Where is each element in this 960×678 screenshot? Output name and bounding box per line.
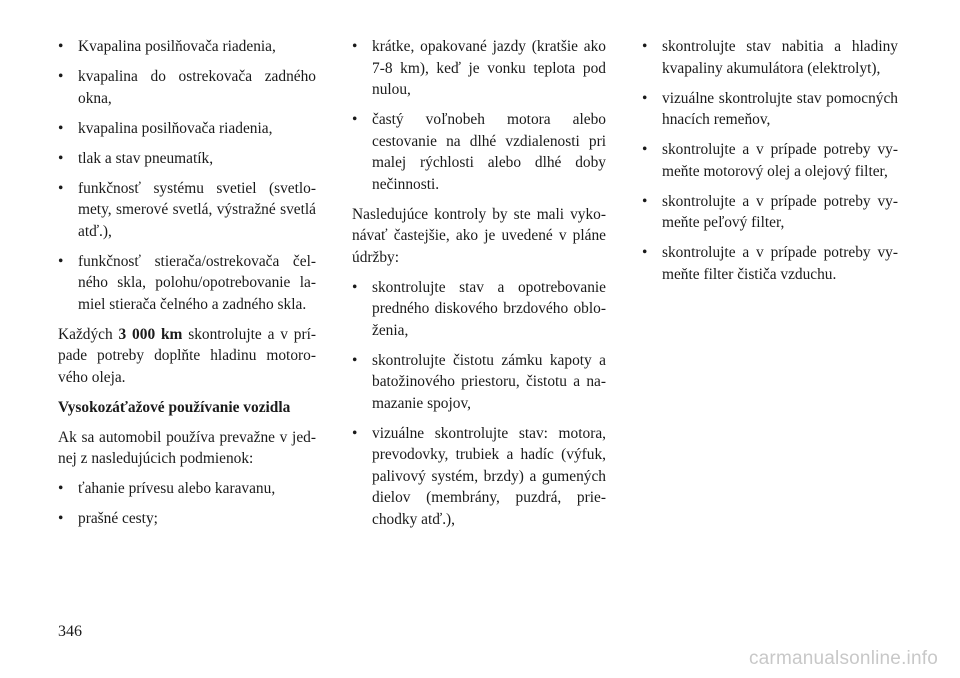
bullet-icon: • — [58, 179, 64, 197]
frequent-checks-intro: Nasledujúce kontroly by ste mali vykonávať častejšie, ako je uvedené v pláne údržby: — [352, 205, 606, 266]
list-item: • skontrolujte čistotu zámku kapoty a batožinového priestoru, čistotu a namazanie spojov, — [352, 351, 606, 412]
bullet-icon: • — [58, 68, 64, 85]
list-item: • tlak a stav pneumatík, — [58, 148, 316, 170]
frequent-checks-list — [352, 277, 606, 531]
list-item: • krátke, opakované jazdy (kratšie ako 7-8 km), keď je vonku teplota pod nulou, — [352, 38, 606, 98]
list-item: • vizuálne skontrolujte stav: motora, prevodovky, trubiek a hadíc (výfuk, palivový systém, brzdy) a gumených dielov (membrány, puzdrá, priechodky atď.), — [352, 424, 606, 528]
list-item: • prašné cesty; — [58, 508, 316, 530]
list-item: • Kvapalina posilňovača riadenia, — [58, 36, 316, 58]
bullet-icon: • — [352, 351, 358, 369]
column-2 — [352, 36, 606, 539]
list-item: • vizuálne skontrolujte stav pomocných hnacích remeňov, — [642, 89, 898, 128]
bullet-icon: • — [642, 89, 648, 107]
bullet-icon: • — [58, 119, 64, 137]
list-item: • skontrolujte a v prípade potreby vymeňte motorový olej a olejový filter, — [642, 141, 898, 180]
bullet-icon: • — [58, 149, 64, 167]
distance-value: 3 000 km — [118, 325, 183, 343]
bullet-icon: • — [642, 192, 648, 210]
list-item: • funkčnosť stierača/ostrekovača čelného skla, polohu/opotrebovanie lamiel stierača čelného a zadného skla. — [58, 252, 316, 313]
bullet-icon: • — [58, 510, 64, 527]
page-number: 346 — [58, 623, 82, 640]
list-item: • ťahanie prívesu alebo karavanu, — [58, 478, 316, 500]
column-1 — [58, 36, 316, 538]
conditions-list — [58, 478, 316, 530]
frequent-checks-list-continued — [642, 36, 898, 285]
list-item: • kvapalina do ostrekovača zadného okna, — [58, 68, 316, 107]
checklist-1 — [58, 36, 316, 315]
list-item: • kvapalina posilňovača riadenia, — [58, 118, 316, 140]
list-item: • skontrolujte stav a opotrebovanie predného diskového brzdového obloženia, — [352, 278, 606, 339]
bullet-icon: • — [642, 244, 648, 261]
bullet-icon: • — [352, 424, 358, 442]
list-item: • funkčnosť systému svetiel (svetlomety, smerové svetlá, výstražné svetlá atď.), — [58, 179, 316, 240]
bullet-icon: • — [642, 38, 648, 55]
watermark: carmanualsonline.info — [748, 648, 938, 669]
bullet-icon: • — [352, 111, 358, 128]
bullet-icon: • — [58, 252, 64, 270]
oil-check-paragraph: Každých 3 000 km skontrolujte a v prípade potreby doplňte hladinu motorového oleja. — [58, 325, 317, 386]
conditions-intro: Ak sa automobil používa prevažne v jednej z nasledujúcich podmienok: — [58, 428, 316, 467]
list-item: • skontrolujte a v prípade potreby vymeňte filter čističa vzduchu. — [642, 244, 898, 283]
list-item: • skontrolujte stav nabitia a hladiny kvapaliny akumulátora (elektrolyt), — [642, 38, 898, 77]
bullet-icon: • — [642, 141, 648, 158]
bullet-icon: • — [58, 480, 64, 497]
list-item: • častý voľnobeh motora alebo cestovanie na dlhé vzdialenosti pri malej rýchlosti alebo dlhé doby nečinnosti. — [352, 111, 606, 193]
conditions-list-continued — [352, 36, 606, 195]
bullet-icon: • — [58, 38, 64, 55]
list-item: • skontrolujte a v prípade potreby vymeňte peľový filter, — [642, 192, 898, 231]
column-3 — [642, 36, 898, 294]
bullet-icon: • — [352, 38, 358, 55]
bullet-icon: • — [352, 278, 358, 296]
section-heading: Vysokozáťažové používanie vozidla — [58, 398, 291, 416]
